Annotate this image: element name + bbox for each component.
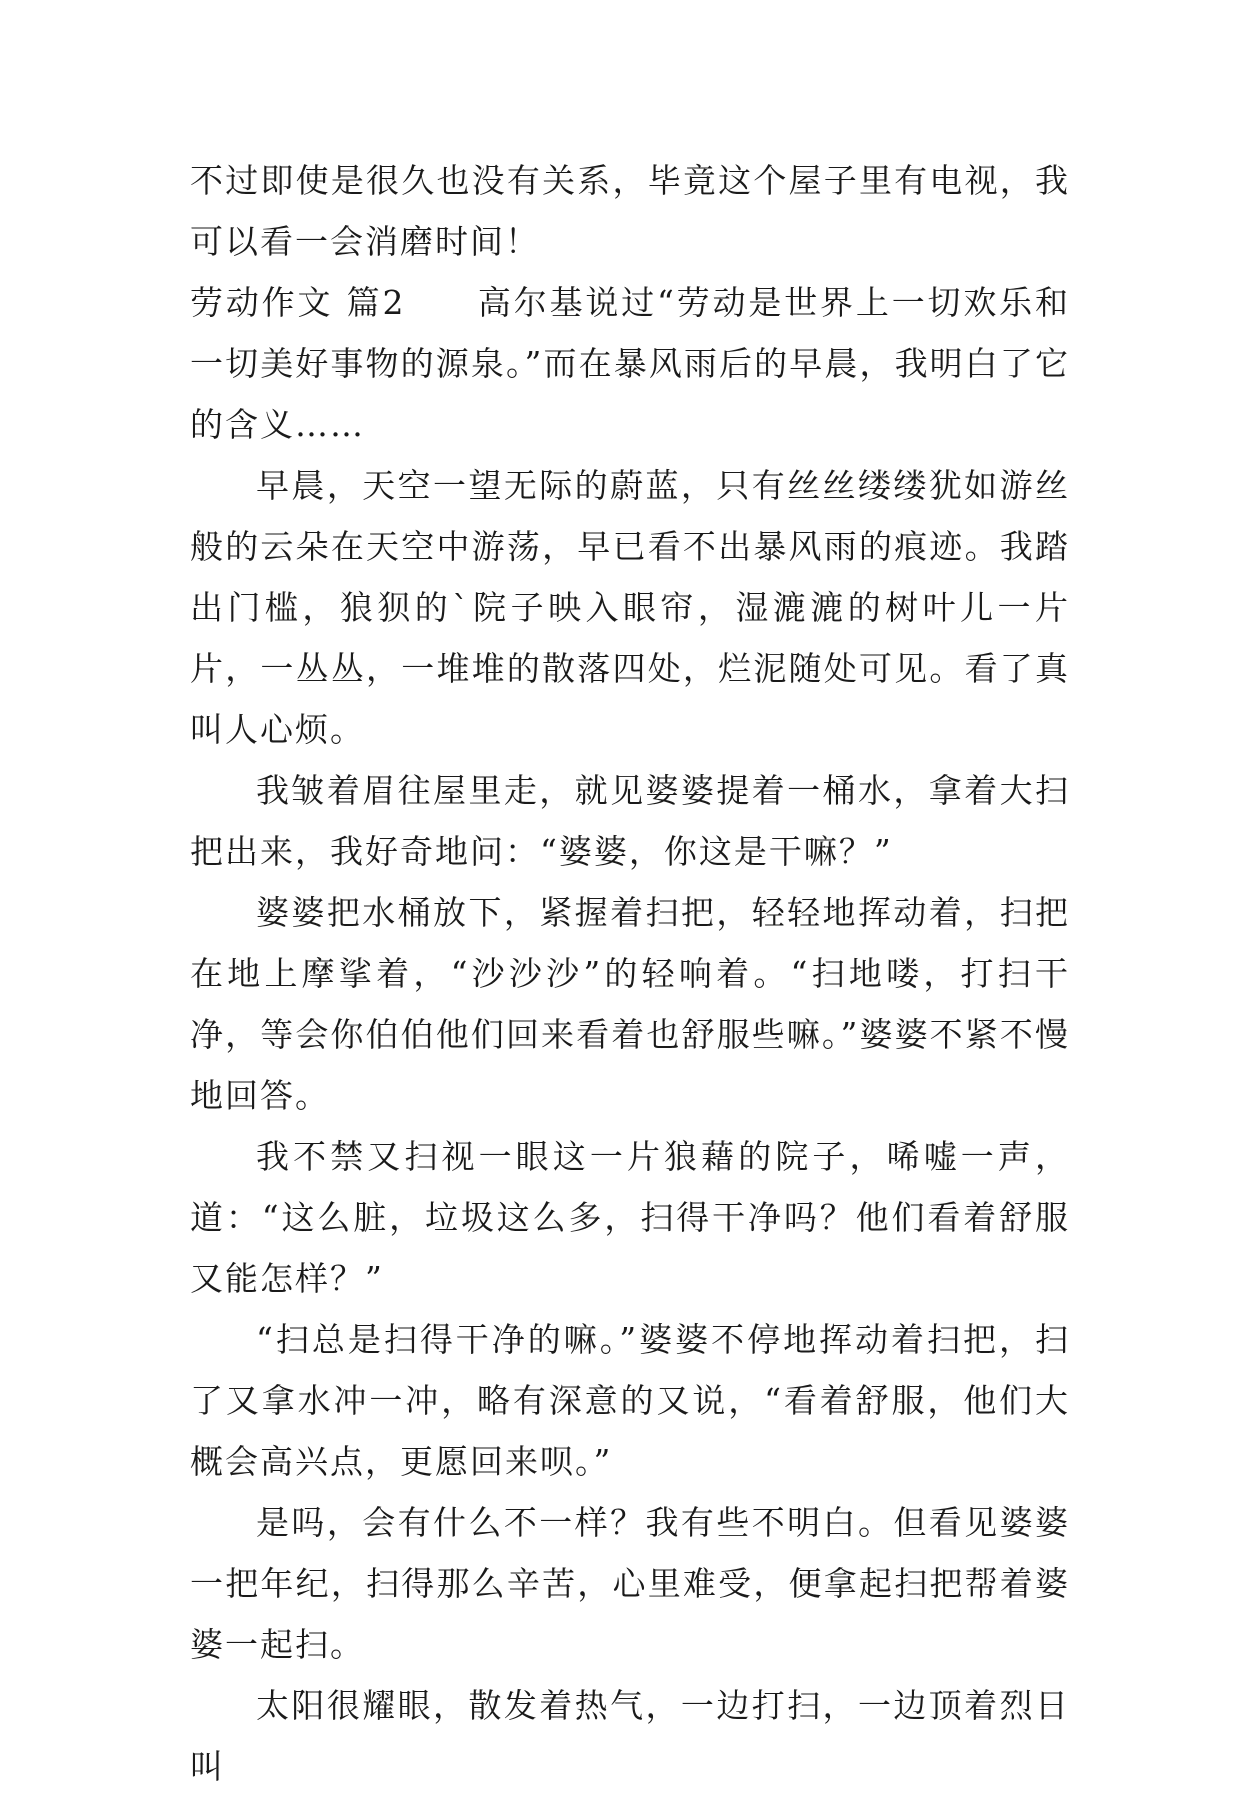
paragraph-6: 我不禁又扫视一眼这一片狼藉的院子，唏嘘一声，道：“这么脏，垃圾这么多，扫得干净吗？他们看着舒服又能怎样？” <box>190 1137 1070 1298</box>
paragraph-7: “扫总是扫得干净的嘛。”婆婆不停地挥动着扫把，扫了又拿水冲一冲，略有深意的又说，“看着舒服，他们大概会高兴点，更愿回来呗。” <box>190 1320 1070 1481</box>
paragraph-2-with-section-heading: 劳动作文 篇2 高尔基说过“劳动是世界上一切欢乐和一切美好事物的源泉。”而在暴风雨后的早晨，我明白了它的含义…… <box>190 283 1070 444</box>
paragraph-3: 早晨，天空一望无际的蔚蓝，只有丝丝缕缕犹如游丝般的云朵在天空中游荡，早已看不出暴风雨的痕迹。我踏出门槛，狼狈的`院子映入眼帘，湿漉漉的树叶儿一片片，一丛丛，一堆堆的散落四处，烂泥随处可见。看了真叫人心烦。 <box>190 466 1070 749</box>
paragraph-9: 太阳很耀眼，散发着热气，一边打扫，一边顶着烈日叫 <box>190 1686 1070 1786</box>
paragraph-8: 是吗，会有什么不一样？我有些不明白。但看见婆婆一把年纪，扫得那么辛苦，心里难受，便拿起扫把帮着婆婆一起扫。 <box>190 1503 1070 1664</box>
paragraph-1: 不过即使是很久也没有关系，毕竟这个屋子里有电视，我可以看一会消磨时间！ <box>190 161 1070 261</box>
article-body <box>190 150 1070 1797</box>
paragraph-4: 我皱着眉往屋里走，就见婆婆提着一桶水，拿着大扫把出来，我好奇地问：“婆婆，你这是干嘛？” <box>190 771 1070 871</box>
paragraph-5: 婆婆把水桶放下，紧握着扫把，轻轻地挥动着，扫把在地上摩挲着，“沙沙沙”的轻响着。“扫地喽，打扫干净，等会你伯伯他们回来看着也舒服些嘛。”婆婆不紧不慢地回答。 <box>190 893 1070 1115</box>
